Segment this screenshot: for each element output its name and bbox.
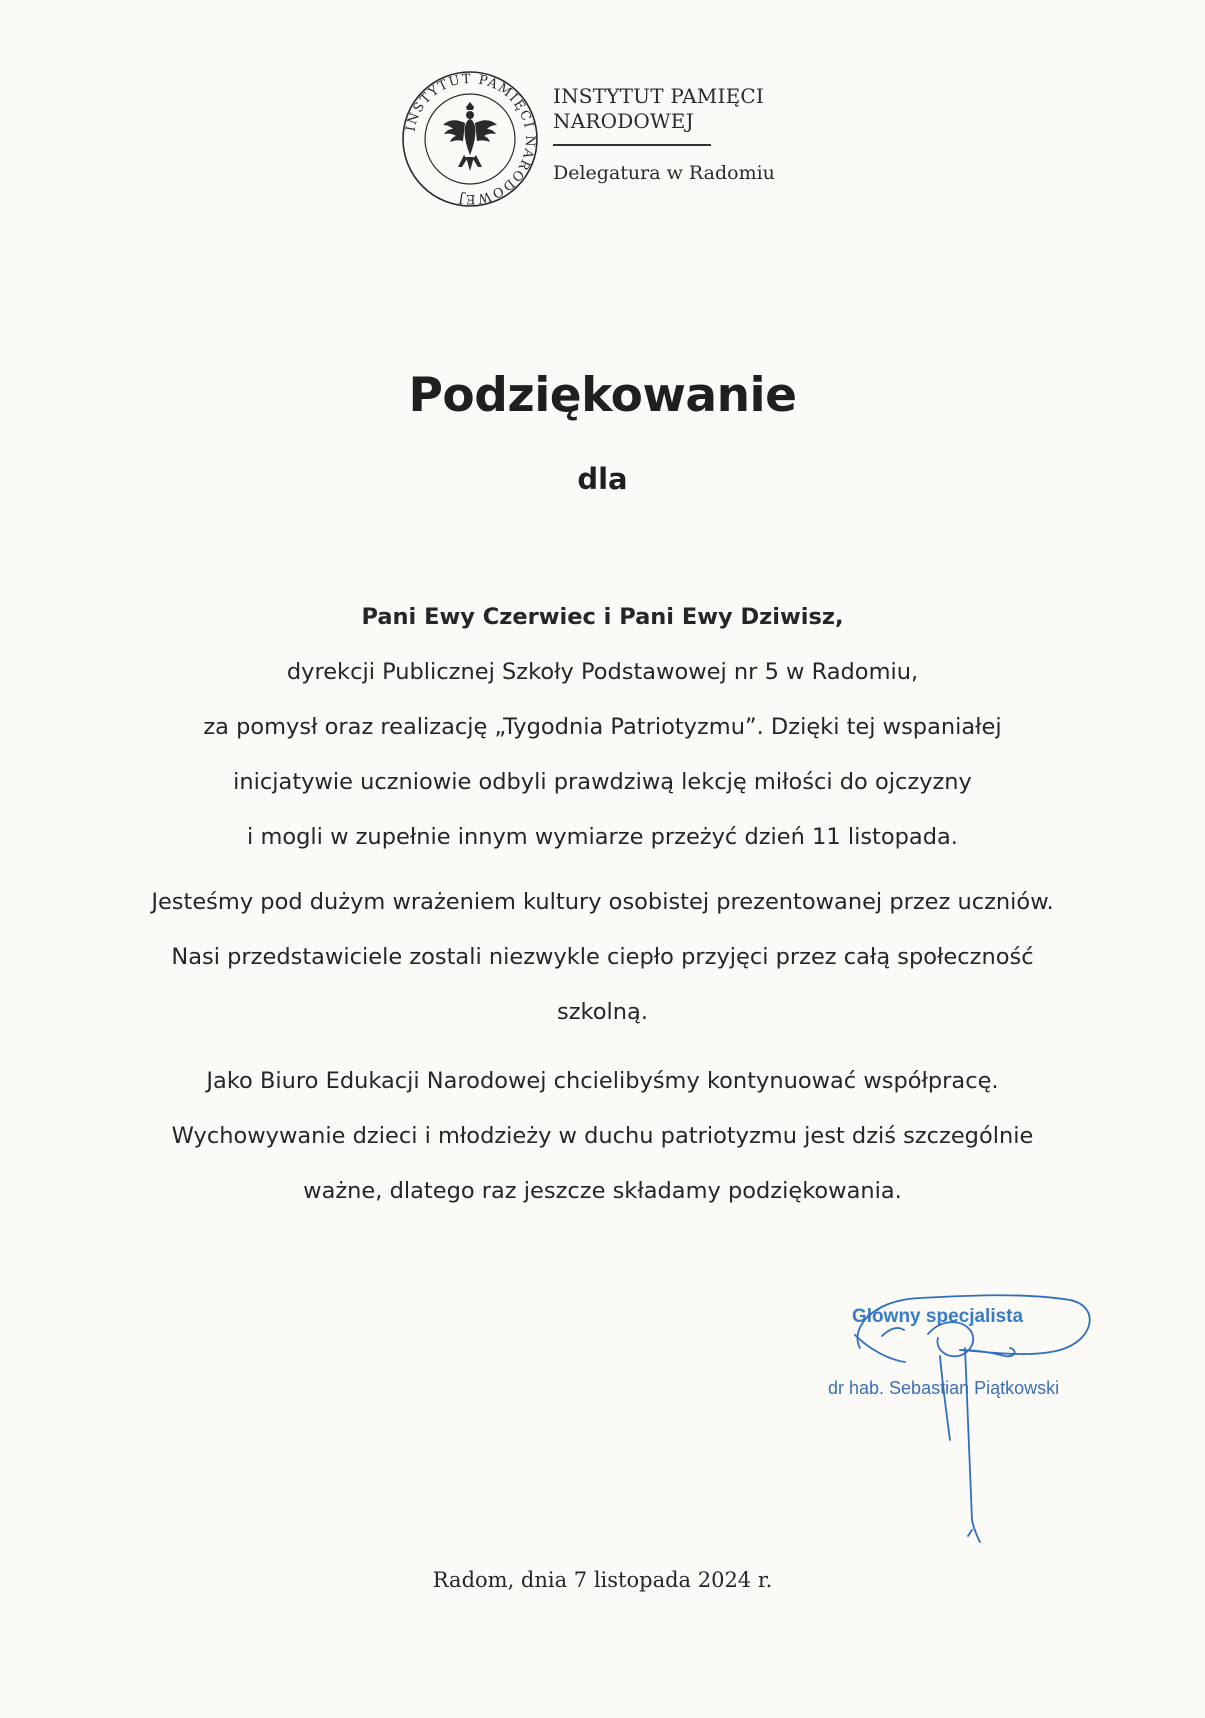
document-subtitle: dla bbox=[577, 462, 628, 496]
body-line: za pomysł oraz realizację „Tygodnia Patriotyzmu”. Dzięki tej wspaniałej bbox=[203, 714, 1002, 740]
ipn-emblem-icon bbox=[400, 69, 540, 209]
body-line: Jako Biuro Edukacji Narodowej chcielibyśmy kontynuować współpracę. bbox=[206, 1068, 999, 1094]
paragraph-2 bbox=[60, 875, 1145, 1040]
body-line: i mogli w zupełnie innym wymiarze przeżyć dzień 11 listopada. bbox=[247, 824, 958, 850]
institution-block bbox=[553, 84, 873, 184]
emblem-ring-text: INSTYTUT PAMIĘCI NARODOWEJ bbox=[403, 71, 538, 207]
body-line: inicjatywie uczniowie odbyli prawdziwą lekcję miłości do ojczyzny bbox=[233, 769, 972, 795]
body-line: ważne, dlatego raz jeszcze składamy podziękowania. bbox=[303, 1178, 902, 1204]
paragraph-1 bbox=[60, 590, 1145, 865]
paragraph-3 bbox=[60, 1054, 1145, 1219]
body-line: dyrekcji Publicznej Szkoły Podstawowej nr 5 w Radomiu, bbox=[286, 659, 919, 685]
body-line: Jesteśmy pod dużym wrażeniem kultury osobistej prezentowanej przez uczniów. bbox=[151, 889, 1054, 915]
body-line: Wychowywanie dzieci i młodzieży w duchu patriotyzmu jest dziś szczególnie bbox=[171, 1123, 1034, 1149]
institution-name-line1: INSTYTUT PAMIĘCI bbox=[553, 84, 764, 108]
branch-name: Delegatura w Radomiu bbox=[553, 161, 775, 184]
institution-name-line2: NARODOWEJ bbox=[553, 109, 694, 133]
body-line: Nasi przedstawiciele zostali niezwykle ciepło przyjęci przez całą społeczność bbox=[171, 944, 1034, 970]
body-line: szkolną. bbox=[557, 999, 648, 1025]
handwritten-signature-icon bbox=[810, 1290, 1100, 1550]
document-title: Podziękowanie bbox=[408, 368, 797, 423]
signature-stamp-name: dr hab. Sebastian Piątkowski bbox=[828, 1378, 1060, 1398]
recipients-line: Pani Ewy Czerwiec i Pani Ewy Dziwisz, bbox=[361, 604, 844, 630]
place-and-date: Radom, dnia 7 listopada 2024 r. bbox=[432, 1568, 773, 1592]
header-divider bbox=[553, 144, 711, 146]
signature-stamp-title: Główny specjalista bbox=[852, 1306, 1024, 1327]
